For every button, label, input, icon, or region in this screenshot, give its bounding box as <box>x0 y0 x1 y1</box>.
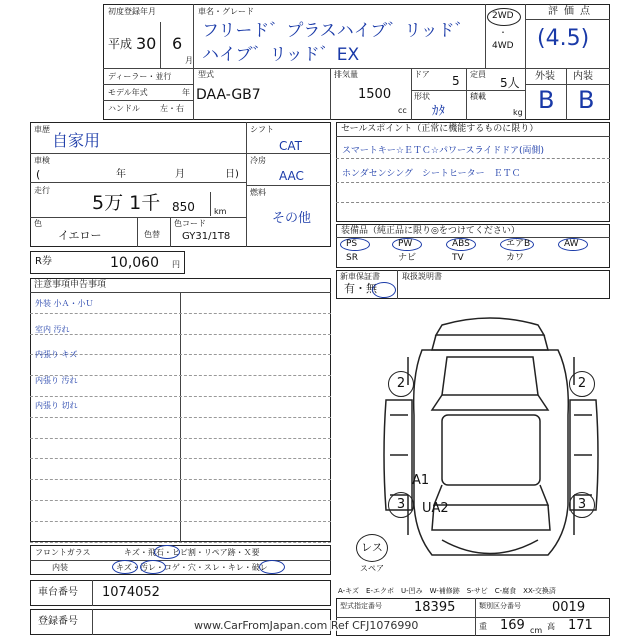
width: 169 <box>500 618 525 633</box>
note-line: 内張り 汚れ <box>35 375 78 385</box>
model-year-unit: 年 <box>182 88 190 97</box>
equipment-item: ナビ <box>398 253 417 263</box>
load-unit: kg <box>513 108 523 117</box>
damage-mark-rear-right: 3 <box>569 492 595 518</box>
drive-4wd: 4WD <box>492 41 514 51</box>
capacity: 5人 <box>500 76 520 90</box>
inspection-open: ( <box>36 168 41 181</box>
month-unit: 月 <box>185 56 193 65</box>
model-code: DAA-GB7 <box>196 87 261 103</box>
spare-circle: レス <box>356 534 388 562</box>
mileage-unit: km <box>214 207 227 216</box>
recycle-block <box>30 251 185 274</box>
inspection-label: 車検 <box>34 156 50 165</box>
car-name-label: 車名・グレード <box>198 7 254 16</box>
equipment-item: エアB <box>506 239 531 249</box>
damage-mark-a1: A1 <box>412 473 430 488</box>
color-code: GY31/1T8 <box>182 231 231 242</box>
watermark: www.CarFromJapan.com Ref CFJ1076990 <box>194 619 419 632</box>
displacement-label: 排気量 <box>334 70 358 79</box>
era-label: 平成 <box>108 37 133 51</box>
note-line: 内張り 切れ <box>35 401 78 410</box>
equipment-item: AW <box>564 239 579 249</box>
model-year-label: モデル年式 <box>108 88 148 97</box>
interior-circle-3 <box>259 560 285 574</box>
note-line: 外装 小Ａ・小Ｕ <box>35 299 94 308</box>
car-name-line2: ハイブ゛リッド゛EX <box>202 45 360 65</box>
car-no-label: 車台番号 <box>38 587 78 598</box>
front-glass-label: フロントガラス <box>35 548 91 557</box>
recycle-value: 10,060 <box>110 255 159 271</box>
warranty-circle <box>372 282 396 298</box>
height: 171 <box>568 618 593 633</box>
use-label: 車歴 <box>34 125 50 134</box>
fuel-value: その他 <box>272 211 312 226</box>
equipment-item: TV <box>452 253 464 263</box>
shape-label: 形状 <box>414 92 430 101</box>
drive-sep: ・ <box>499 28 507 37</box>
car-no: 1074052 <box>102 585 160 600</box>
damage-mark-ua2: UA2 <box>422 501 449 516</box>
shift-value: CAT <box>279 139 302 153</box>
ac-value: AAC <box>279 169 304 183</box>
note-line: 内張り キズ <box>35 350 78 359</box>
notes-title: 注意事項申告事項 <box>34 280 107 290</box>
front-glass-items: キズ・飛石・ヒビ割・リペア跡・Ｘ要 <box>124 548 260 557</box>
car-diagram <box>372 305 610 580</box>
displacement-unit: cc <box>398 106 407 115</box>
drive-2wd: 2WD <box>492 11 514 21</box>
manual-label: 取扱説明書 <box>402 272 442 281</box>
interior-cond-items: キズ・汚レ・コゲ・穴・スレ・キレ・破レ <box>116 563 268 572</box>
width-unit: cm <box>530 626 543 635</box>
sales-points-title: セールスポイント（正常に機能するものに限り） <box>341 124 539 134</box>
interior-grade: B <box>578 86 595 114</box>
type-approval-label: 型式指定番号 <box>340 602 382 610</box>
load-label: 積載 <box>470 92 486 101</box>
equipment-item: ABS <box>452 239 470 249</box>
type-approval: 18395 <box>414 600 456 615</box>
note-line: 室内 汚れ <box>35 324 70 334</box>
warranty-value: 有・無 <box>344 282 377 295</box>
reg-no-label: 登録番号 <box>38 616 78 627</box>
reg-year: 30 <box>136 34 157 53</box>
car-name-line1: フリード゛プラスハイブ゛リッド゛ <box>202 21 472 41</box>
color-value: イエロー <box>58 229 102 242</box>
equipment-item: PW <box>398 239 413 249</box>
recycle-unit: 円 <box>172 260 180 269</box>
spare-caption: スペア <box>360 564 384 573</box>
mileage-label: 走行 <box>34 186 50 195</box>
mileage-value: 5万 1千 <box>92 192 161 214</box>
color-code-label: 色コード <box>174 219 206 228</box>
reg-month: 6 <box>172 34 183 53</box>
color-swap-label: 色替 <box>144 230 160 239</box>
inspection-year: 年 <box>116 169 126 180</box>
damage-mark-front-right: 2 <box>569 371 595 397</box>
color-label: 色 <box>34 219 42 228</box>
shape-value: ｶﾀ <box>432 104 445 119</box>
damage-mark-rear-left: 3 <box>388 492 414 518</box>
ac-label: 冷房 <box>250 156 266 165</box>
class-label: 類別区分番号 <box>479 602 521 610</box>
front-glass-circle <box>154 545 180 559</box>
damage-mark-front-left: 2 <box>388 371 414 397</box>
sales-point-2: ホンダセンシング シートヒーター ＥＴＣ <box>342 169 521 179</box>
first-reg-label: 初度登録年月 <box>108 7 156 16</box>
grade-label: 評価点 <box>548 6 596 17</box>
shift-label: シフト <box>250 125 274 134</box>
mileage-fine: 850 <box>172 200 195 214</box>
damage-legend: A-キズ E-エクボ U-凹み W-補修跡 S-サビ C-腐食 XX-交換済 <box>338 587 556 595</box>
use-value: 自家用 <box>52 131 101 150</box>
displacement: 1500 <box>358 87 392 102</box>
doors: 5 <box>452 74 460 88</box>
warranty-label: 新車保証書 <box>340 272 380 281</box>
inspection-day: 日) <box>225 169 239 180</box>
sales-point-1: スマートキー☆ＥＴＣ☆パワースライドドア(両側) <box>342 146 544 156</box>
interior-circle-2 <box>140 560 166 574</box>
door-label: ドア <box>414 70 430 79</box>
handle-value: 左・右 <box>160 104 184 113</box>
exterior-label: 外装 <box>535 71 555 82</box>
equipment-item: カワ <box>506 253 525 263</box>
interior-circle-1 <box>112 560 138 574</box>
equipment-item: SR <box>346 253 358 263</box>
recycle-label: R券 <box>35 256 52 267</box>
capacity-label: 定員 <box>470 70 486 79</box>
class-no: 0019 <box>552 600 586 615</box>
grade-value: (4.5) <box>537 26 590 51</box>
model-code-label: 型式 <box>198 70 214 79</box>
equipment-title: 装備品（純正品に限り◎をつけてください） <box>341 226 520 236</box>
interior-cond-label: 内装 <box>52 563 68 572</box>
inspection-month: 月 <box>175 169 185 180</box>
height-label: 高 <box>547 622 555 631</box>
equipment-item: PS <box>346 239 358 249</box>
interior-label: 内装 <box>573 71 593 82</box>
width-label: 重 <box>479 622 487 631</box>
exterior-grade: B <box>538 86 555 114</box>
dealer-label: ディーラー・並行 <box>108 72 172 81</box>
handle-label: ハンドル <box>108 104 140 113</box>
fuel-label: 燃料 <box>250 188 266 197</box>
